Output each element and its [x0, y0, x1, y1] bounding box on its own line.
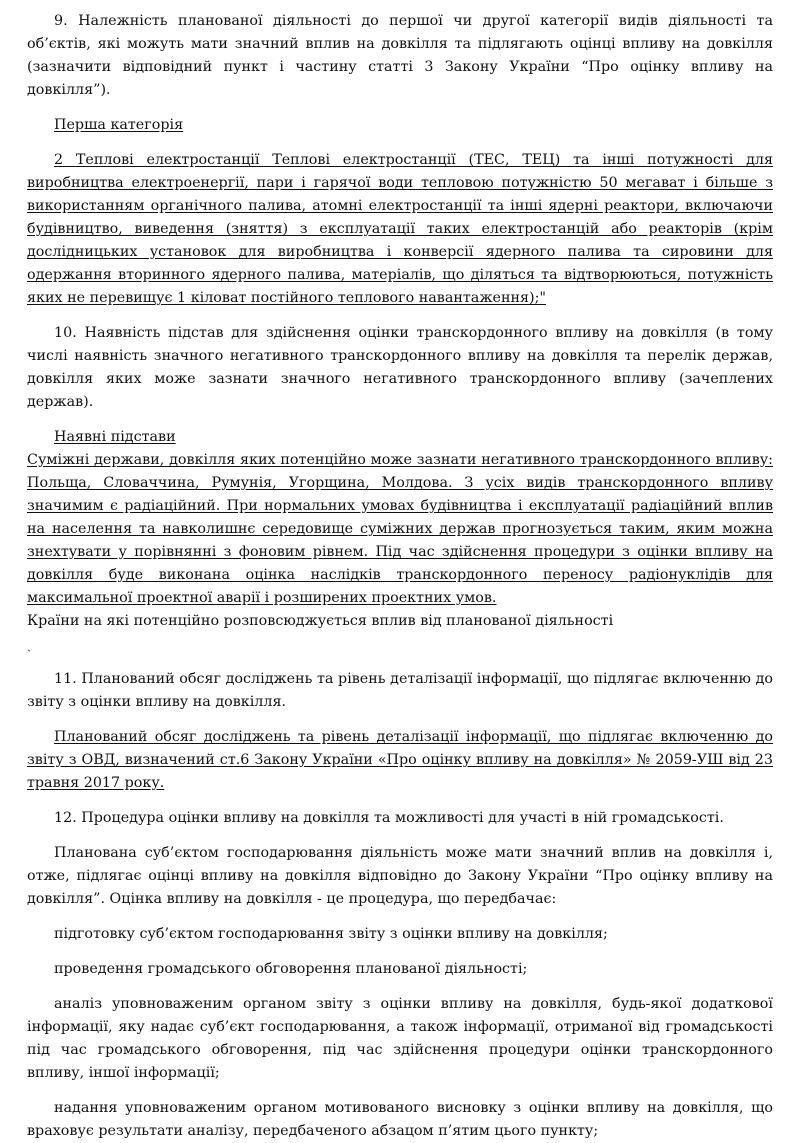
- category-text: 2 Теплові електростанції Теплові електростанції (ТЕС, ТЕЦ) та інші потужності для виробництва електроенергії, пари і гарячої води тепловою потужністю 50 мегават і більше з використанням органічного палива, атомні електростанції та інші ядерні реактори, включаючи будівництво, виведення (зняття) з експлуатації таких електростанцій або реакторів (крім дослідницьких установок для виробництва і конверсії ядерного палива та сировини для одержання вторинного ядерного палива, матеріалів, що діляться та відтворюються, потужність яких не перевищує 1 кіловат постійного теплового навантаження);": [27, 152, 773, 306]
- section-9-heading: 9. Належність планованої діяльності до першої чи другої категорії видів діяльності та об’єктів, які можуть мати значний вплив на довкілля та підлягають оцінці впливу на довкілля (зазначити відповідний пункт і частину статті 3 Закону України “Про оцінку впливу на довкілля”).: [27, 13, 773, 98]
- grounds-text: Суміжні держави, довкілля яких потенційно може зазнати негативного транскордонного впливу: Польща, Словаччина, Румунія, Угорщина, Молдова. З усіх видів транскордонного впливу значимим є радіаційний. При нормальних умовах будівництва і експлуатації радіаційний вплив на населення та навколишнє середовище суміжних держав прогнозується таким, яким можна знехтувати у порівнянні з фоновим рівнем. Під час здійснення процедури з оцінки впливу на довкілля буде виконана оцінка наслідків транскордонного переносу радіонуклідів для максимальної проектної аварії і розширених проектних умов.: [27, 452, 773, 606]
- list-item: проведення громадського обговорення планованої діяльності;: [54, 961, 528, 977]
- countries-line: Країни на які потенційно розповсюджується вплив від планованої діяльності: [27, 613, 614, 629]
- list-item: аналіз уповноваженим органом звіту з оцінки впливу на довкілля, будь-якої додаткової інформації, яку надає суб’єкт господарювання, а також інформації, отриманої від громадськості під час громадського обговорення, під час здійснення процедури оцінки транскордонного впливу, іншої інформації;: [27, 996, 773, 1081]
- section-10-heading: 10. Наявність підстав для здійснення оцінки транскордонного впливу на довкілля (в тому числі наявність значного негативного транскордонного впливу на довкілля та перелік держав, довкілля яких може зазнати значного негативного транскордонного впливу (зачеплених держав).: [27, 325, 773, 410]
- section-12-intro: Планована суб’єктом господарювання діяльність може мати значний вплив на довкілля і, отже, підлягає оцінці впливу на довкілля відповідно до Закону України “Про оцінку впливу на довкілля”. Оцінка впливу на довкілля - це процедура, що передбачає:: [27, 845, 773, 907]
- list-item: підготовку суб’єктом господарювання звіту з оцінки впливу на довкілля;: [54, 926, 608, 942]
- grounds-label: Наявні підстави: [54, 429, 176, 445]
- section-12-heading: 12. Процедура оцінки впливу на довкілля та можливості для участі в ній громадськості.: [54, 810, 724, 826]
- section-11-text: Планований обсяг досліджень та рівень деталізації інформації, що підлягає включенню до звіту з ОВД, визначений ст.6 Закону України «Про оцінку впливу на довкілля» № 2059-УШ від 23 травня 2017 року.: [27, 729, 773, 791]
- category-label: Перша категорія: [54, 117, 184, 133]
- section-11-heading: 11. Планований обсяг досліджень та рівень деталізації інформації, що підлягає включенню до звіту з оцінки впливу на довкілля.: [27, 671, 773, 710]
- list-item: надання уповноваженим органом мотивованого висновку з оцінки впливу на довкілля, що враховує результати аналізу, передбаченого абзацом п’ятим цього пункту;: [27, 1100, 773, 1139]
- stray-mark: ˏ: [27, 638, 31, 652]
